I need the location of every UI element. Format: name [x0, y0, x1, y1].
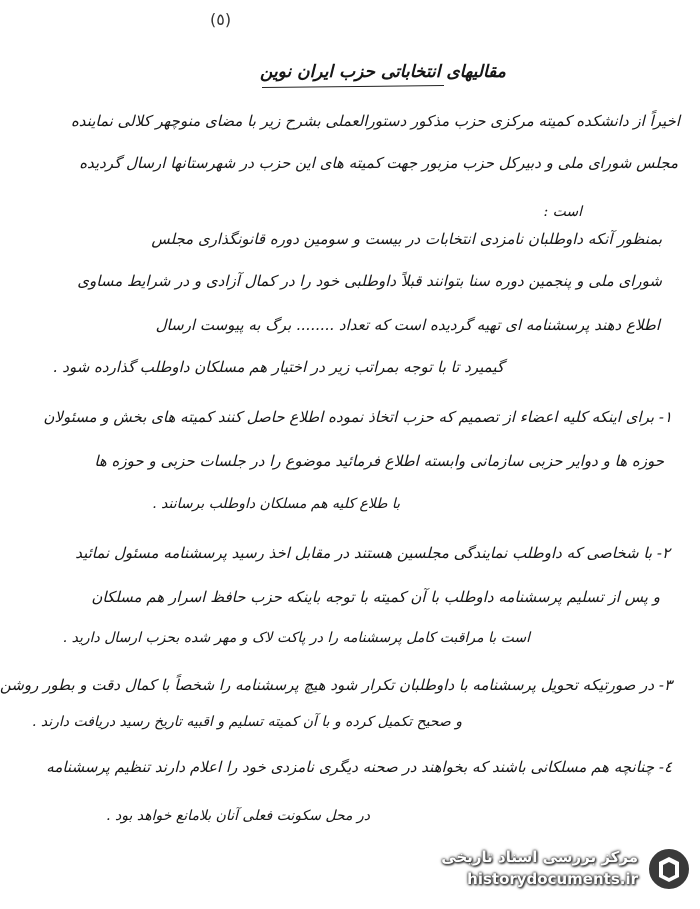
text-line: ٣- در صورتیکه تحویل پرسشنامه با داوطلبان تکرار شود هیچ پرسشنامه را شخصاً با کمال دقت و بطور روشن: [0, 676, 672, 694]
text-line: ٢- با شخاصی که داوطلب نمایندگی مجلسین هستند در مقابل اخذ رسید پرسشنامه مسئول نمائید: [75, 544, 670, 562]
text-line: در محل سکونت فعلی آنان بلامانع خواهد بود .: [106, 808, 370, 824]
text-line: مجلس شورای ملی و دبیرکل حزب مزبور جهت کمیته های این حزب در شهرستانها ارسال گردیده: [79, 154, 678, 172]
text-line: اطلاع دهند پرسشنامه ای تهیه گردیده است که تعداد ........ برگ به پیوست ارسال: [155, 316, 660, 334]
watermark-title: مرکز بررسی اسناد تاریخی: [441, 848, 638, 866]
text-line: ٤- چنانچه هم مسلکانی باشند که بخواهند در صحنه دیگری نامزدی خود را اعلام دارند تنظیم پرسشنامه: [46, 758, 672, 776]
text-line: شورای ملی و پنجمین دوره سنا بتوانند قبلاً داوطلبی خود را در کمال آزادی و در شرایط مساوی: [77, 272, 662, 290]
text-line: گیمیرد تا با توجه بمراتب زیر در اختیار هم مسلکان داوطلب گذارده شود .: [52, 358, 504, 376]
text-line: است با مراقبت کامل پرسشنامه را در پاکت لاک و مهر شده بحزب ارسال دارید .: [62, 630, 530, 646]
text-line: حوزه ها و دوایر حزبی سازمانی وابسته اطلاع فرمائید موضوع را در جلسات حزبی و حوزه ها: [94, 452, 664, 470]
text-line: ١- برای اینکه کلیه اعضاء از تصمیم که حزب اتخاذ نموده اطلاع حاصل کنند کمیته های بخش و مسئولان: [43, 408, 672, 426]
document-title: مقالیهای انتخاباتی حزب ایران نوین: [260, 62, 506, 82]
text-line: است :: [543, 204, 582, 220]
text-line: اخیراً از دانشکده کمیته مرکزی حزب مذکور دستورالعملی بشرح زیر با مضای منوچهر کلالی نماینده: [70, 112, 680, 130]
title-underline: [262, 85, 444, 88]
watermark-url: historydocuments.ir: [467, 870, 638, 888]
text-line: با طلاع کلیه هم مسلکان داوطلب برسانند .: [152, 496, 400, 512]
watermark: [412, 846, 692, 896]
text-line: و صحیح تکمیل کرده و با آن کمیته تسلیم و اقبیه تاریخ رسید دریافت دارند .: [32, 714, 462, 730]
archive-logo-icon: [646, 846, 692, 892]
text-line: بمنظور آنکه داوطلبان نامزدی انتخابات در بیست و سومین دوره قانونگذاری مجلس: [151, 230, 662, 248]
page-corner-mark: (٥): [210, 10, 232, 29]
text-line: و پس از تسلیم پرسشنامه داوطلب با آن کمیته با توجه باینکه حزب حافظ اسرار هم مسلکان: [91, 588, 660, 606]
